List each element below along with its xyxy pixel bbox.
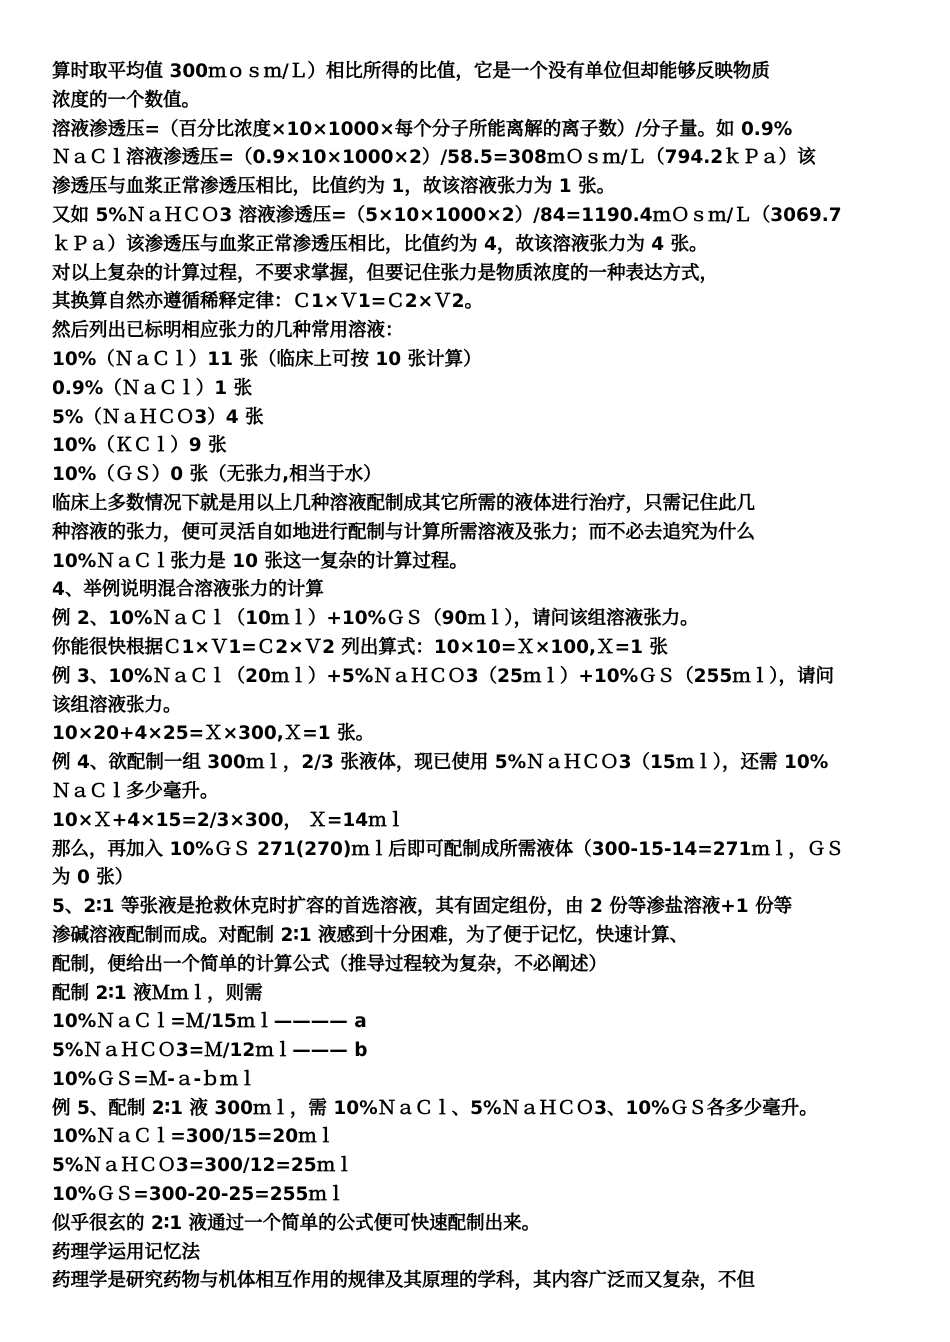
- text-line: 10%ＮａＣｌ=300/15=20ｍｌ: [52, 1126, 336, 1148]
- text-line: 对以上复杂的计算过程，不要求掌握，但要记住张力是物质浓度的一种表达方式，: [52, 262, 719, 284]
- text-line: ｋＰａ）该渗透压与血浆正常渗透压相比，比值约为 4，故该溶液张力为 4 张。: [52, 233, 708, 255]
- text-line: 渗透压与血浆正常渗透压相比，比值约为 1，故该溶液张力为 1 张。: [52, 176, 616, 198]
- text-line: 10%（ＧＳ）0 张（无张力,相当于水）: [52, 464, 382, 486]
- text-line: 0.9%（ＮａＣｌ）1 张: [52, 377, 253, 399]
- text-line: 为 0 张）: [52, 867, 134, 889]
- text-line: 然后列出已标明相应张力的几种常用溶液：: [52, 320, 404, 342]
- text-line: 10%（ＫＣｌ）9 张: [52, 435, 227, 457]
- text-line: 配制，便给出一个简单的计算公式（推导过程较为复杂，不必阐述）: [52, 953, 608, 975]
- text-line: 5%（ＮａＨＣＯ3）4 张: [52, 406, 264, 428]
- text-line: 其换算自然亦遵循稀释定律：Ｃ1×Ｖ1=Ｃ2×Ｖ2。: [52, 291, 483, 313]
- text-line: 你能很快根据Ｃ1×Ｖ1=Ｃ2×Ｖ2 列出算式：10×10=Ｘ×100,Ｘ=1 张: [52, 636, 668, 658]
- text-line: 种溶液的张力，便可灵活自如地进行配制与计算所需溶液及张力；而不必去追究为什么: [52, 521, 756, 543]
- text-line: 5、2∶1 等张液是抢救休克时扩容的首选溶液，其有固定组份，由 2 份等渗盐溶液+1 份等: [52, 896, 793, 918]
- text-line: 浓度的一个数值。: [52, 89, 201, 111]
- text-line: 该组溶液张力。: [52, 694, 182, 716]
- text-line: 10×Ｘ+4×15=2/3×300， Ｘ=14ｍｌ: [52, 809, 406, 831]
- text-line: 例 3、10%ＮａＣｌ（20ｍｌ）+5%ＮａＨＣＯ3（25ｍｌ）+10%ＧＳ（255ｍｌ），请问: [52, 665, 835, 687]
- text-line: ＮａＣｌ溶液渗透压=（0.9×10×1000×2）/58.5=308ｍＯｓｍ/Ｌ（794.2ｋＰａ）该: [52, 147, 816, 169]
- text-line: 渗碱溶液配制而成。对配制 2∶1 液感到十分困难，为了便于记忆，快速计算、: [52, 924, 689, 946]
- text-line: 配制 2∶1 液Ｍｍｌ，则需: [52, 982, 263, 1004]
- text-line: 10×20+4×25=Ｘ×300,Ｘ=1 张。: [52, 723, 375, 745]
- document-body: [52, 58, 912, 1296]
- text-line: 药理学是研究药物与机体相互作用的规律及其原理的学科，其内容广泛而又复杂，不但: [52, 1270, 756, 1292]
- text-line: 那么，再加入 10%ＧＳ 271(270)ｍｌ后即可配制成所需液体（300-15-14=271ｍｌ，ＧＳ: [52, 838, 844, 860]
- text-line: 5%ＮａＨＣＯ3=Ｍ/12ｍｌ——— b: [52, 1040, 368, 1062]
- text-line: 又如 5%ＮａＨＣＯ3 溶液渗透压=（5×10×1000×2）/84=1190.4ｍＯｓｍ/Ｌ（3069.7: [52, 204, 842, 226]
- text-line: 溶液渗透压=（百分比浓度×10×1000×每个分子所能离解的离子数）/分子量。如 0.9%: [52, 118, 793, 140]
- text-line: 10%ＮａＣｌ=Ｍ/15ｍｌ———— a: [52, 1011, 367, 1033]
- text-line: 10%ＧＳ=Ｍ-ａ-ｂｍｌ: [52, 1068, 257, 1090]
- text-line: 10%ＧＳ=300-20-25=255ｍｌ: [52, 1184, 346, 1206]
- text-line: 10%（ＮａＣｌ）11 张（临床上可按 10 张计算）: [52, 348, 482, 370]
- text-line: ＮａＣｌ多少毫升。: [52, 780, 219, 802]
- text-line: 例 4、欲配制一组 300ｍｌ，2/3 张液体，现已使用 5%ＮａＨＣＯ3（15ｍｌ），还需 10%: [52, 752, 829, 774]
- text-line: 10%ＮａＣｌ张力是 10 张这一复杂的计算过程。: [52, 550, 468, 572]
- text-line: 5%ＮａＨＣＯ3=300/12=25ｍｌ: [52, 1155, 354, 1177]
- text-line: 临床上多数情况下就是用以上几种溶液配制成其它所需的液体进行治疗，只需记住此几: [52, 492, 756, 514]
- text-line: 例 5、配制 2∶1 液 300ｍｌ，需 10%ＮａＣｌ、5%ＮａＨＣＯ3、10%ＧＳ各多少毫升。: [52, 1097, 818, 1119]
- text-line: 似乎很玄的 2∶1 液通过一个简单的公式便可快速配制出来。: [52, 1212, 541, 1234]
- text-line: 算时取平均值 300ｍｏｓｍ/Ｌ）相比所得的比值，它是一个没有单位但却能够反映物质: [52, 61, 770, 82]
- text-line: 例 2、10%ＮａＣｌ（10ｍｌ）+10%ＧＳ（90ｍｌ），请问该组溶液张力。: [52, 608, 699, 630]
- text-line: 4、举例说明混合溶液张力的计算: [52, 579, 324, 601]
- text-line: 药理学运用记忆法: [52, 1241, 201, 1263]
